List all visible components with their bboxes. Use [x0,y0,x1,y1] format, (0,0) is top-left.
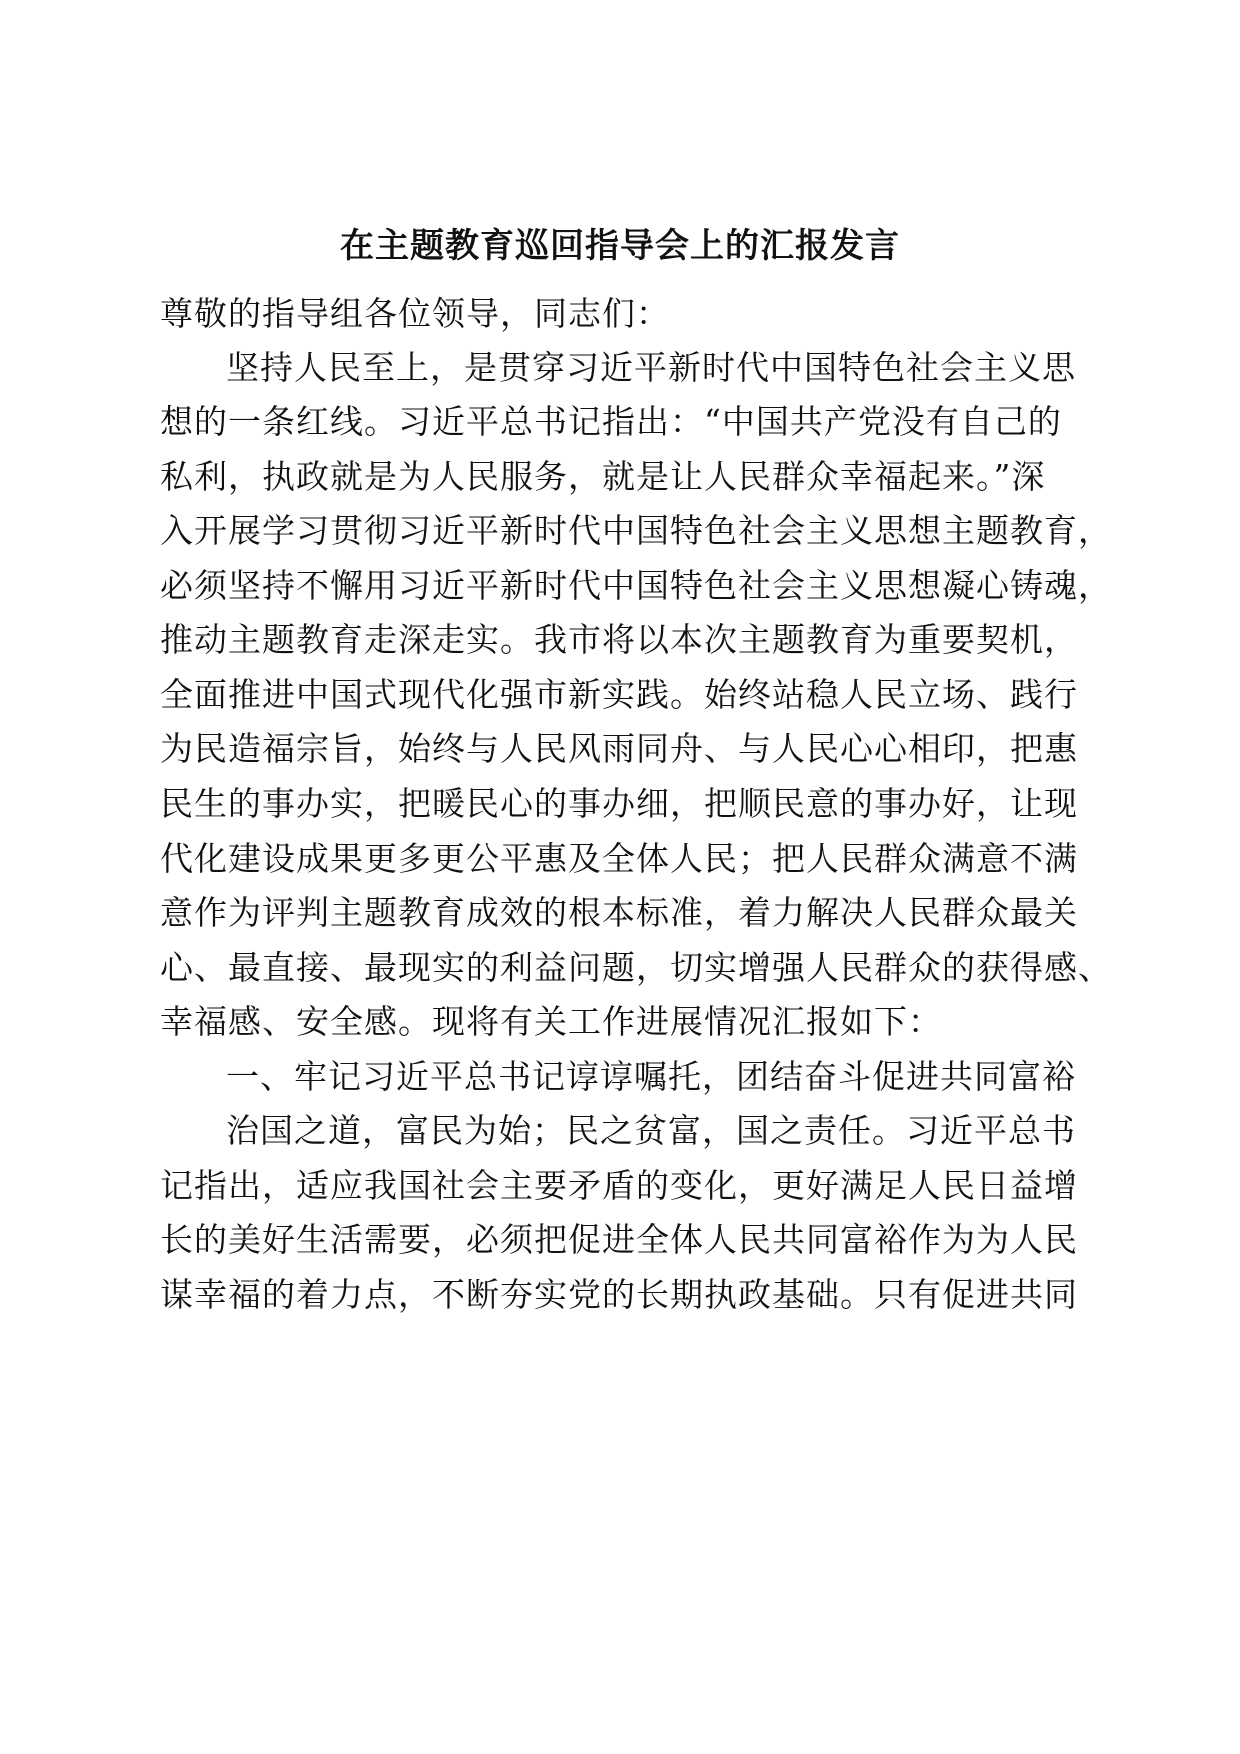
text-line-9: 民生的事办实，把暖民心的事办细，把顺民意的事办好，让现 [160,784,1078,823]
text-line-13: 幸福感、安全感。现将有关工作进展情况汇报如下： [160,1002,942,1041]
text-line-8: 为民造福宗旨，始终与人民风雨同舟、与人民心心相印，把惠 [160,729,1078,768]
text-line-7: 全面推进中国式现代化强市新实践。始终站稳人民立场、践行 [160,675,1078,714]
text-line-10: 代化建设成果更多更公平惠及全体人民；把人民群众满意不满 [160,839,1078,878]
text-line-3: 私利，执政就是为人民服务，就是让人民群众幸福起来。”深 [160,457,1046,496]
text-line-2: 想的一条红线。习近平总书记指出：“中国共产党没有自己的 [160,402,1062,441]
text-line-15: 治国之道，富民为始；民之贫富，国之责任。习近平总书 [226,1111,1076,1150]
text-line-11: 意作为评判主题教育成效的根本标准，着力解决人民群众最关 [160,893,1078,932]
document-title: 在主题教育巡回指导会上的汇报发言 [340,226,900,266]
text-line-18: 谋幸福的着力点，不断夯实党的长期执政基础。只有促进共同 [160,1275,1078,1314]
text-line-16: 记指出，适应我国社会主要矛盾的变化，更好满足人民日益增 [160,1166,1078,1205]
text-line-12: 心、最直接、最现实的利益问题，切实增强人民群众的获得感、 [160,948,1112,987]
text-line-5: 必须坚持不懈用习近平新时代中国特色社会主义思想凝心铸魂， [160,566,1112,605]
salutation: 尊敬的指导组各位领导，同志们： [160,294,670,333]
text-line-17: 长的美好生活需要，必须把促进全体人民共同富裕作为为人民 [160,1220,1078,1259]
text-line-1: 坚持人民至上，是贯穿习近平新时代中国特色社会主义思 [226,348,1076,387]
text-line-4: 入开展学习贯彻习近平新时代中国特色社会主义思想主题教育， [160,511,1112,550]
section-heading-1: 一、牢记习近平总书记谆谆嘱托，团结奋斗促进共同富裕 [226,1057,1076,1096]
text-line-6: 推动主题教育走深走实。我市将以本次主题教育为重要契机， [160,620,1078,659]
